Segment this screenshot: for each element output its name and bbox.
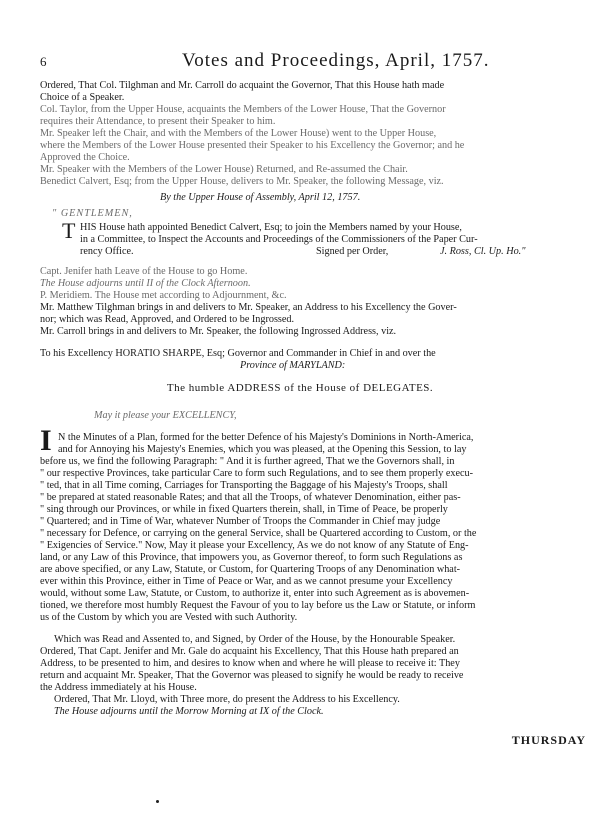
address-province: Province of MARYLAND: xyxy=(240,360,346,371)
text-line: and for Annoying his Majesty's Enemies, which you was pleased, at the Opening this Session, to lay xyxy=(58,444,467,455)
text-line: Mr. Carroll brings in and delivers to Mr. Speaker, the following Ingrossed Address, viz. xyxy=(40,326,397,337)
text-line: Col. Taylor, from the Upper House, acquaints the Members of the Lower House, That the Governor xyxy=(40,104,446,115)
text-line: Address, to be presented to him, and desires to know when and where he will please to receive it: They xyxy=(40,658,460,669)
signature: Signed per Order, xyxy=(316,246,389,257)
text-line: return and acquaint Mr. Speaker, That the Governor was pleased to signify he would be ready to receive xyxy=(40,670,464,681)
text-line: Ordered, That Mr. Lloyd, with Three more, do present the Address to his Excellency. xyxy=(54,694,400,705)
text-line: Benedict Calvert, Esq; from the Upper House, delivers to Mr. Speaker, the following Message, viz. xyxy=(40,176,444,187)
text-line: ever within this Province, either in Time of Peace or War, and as we cannot presume your Excellency xyxy=(40,576,453,587)
text-line: Capt. Jenifer hath Leave of the House to go Home. xyxy=(40,266,248,277)
text-line: Ordered, That Col. Tilghman and Mr. Carroll do acquaint the Governor, That this House hath made xyxy=(40,80,445,91)
drop-cap: T xyxy=(62,218,76,243)
text-line: The House adjourns until the Morrow Morning at IX of the Clock. xyxy=(54,706,324,717)
text-line: N the Minutes of a Plan, formed for the better Defence of his Majesty's Dominions in North-America, xyxy=(58,432,474,443)
page-number: 6 xyxy=(40,54,47,69)
scan-speck xyxy=(156,800,159,803)
text-line: " sing through our Provinces, or while in fixed Quarters therein, shall, in Time of Peace, be properly xyxy=(40,504,448,515)
text-line: HIS House hath appointed Benedict Calvert, Esq; to join the Members named by your House, xyxy=(80,222,462,233)
text-line: " our respective Provinces, take particular Care to form such Regulations, and to see them properly execu- xyxy=(40,468,474,479)
text-line: rency Office. xyxy=(80,246,134,257)
message-date: By the Upper House of Assembly, April 12, 1757. xyxy=(160,192,361,203)
text-line: Ordered, That Capt. Jenifer and Mr. Gale do acquaint his Excellency, That this House hath prepared an xyxy=(40,646,459,657)
text-line: " ted, that in all Time coming, Carriages for Transporting the Baggage of his Majesty's Troops, shall xyxy=(40,480,448,491)
address-recipient: To his Excellency HORATIO SHARPE, Esq; Governor and Commander in Chief in and over the xyxy=(40,348,436,359)
text-line: tioned, we therefore most humbly Request the Favour of you to lay before us the Law or Statute, or inform xyxy=(40,600,476,611)
text-line: nor; which was Read, Approved, and Ordered to be Ingrossed. xyxy=(40,314,295,325)
text-line: Approved the Choice. xyxy=(40,152,130,163)
text-line: are above specified, or any Law, Statute, or Custom, for Quartering Troops of any Denomination what- xyxy=(40,564,461,575)
text-line: land, or any Law of this Province, that impowers you, as Governor thereof, to form such Regulations as xyxy=(40,552,463,563)
text-line: Mr. Speaker left the Chair, and with the Members of the Lower House) went to the Upper House, xyxy=(40,128,437,139)
message-salutation: " GENTLEMEN, xyxy=(52,208,133,219)
text-line: " Exigencies of Service." Now, May it please your Excellency, As we do not know of any Statute of Eng- xyxy=(40,540,469,551)
text-line: " necessary for Defence, or carrying on the general Service, shall be Quartered according to Custom, or the xyxy=(40,528,477,539)
text-line: would, without some Law, Statute, or Custom, to authorize it, enter into such Agreement as is abovemen- xyxy=(40,588,470,599)
page-title: Votes and Proceedings, April, 1757. xyxy=(182,50,490,71)
text-line: Mr. Speaker with the Members of the Lower House) Returned, and Re-assumed the Chair. xyxy=(40,164,408,175)
text-line: requires their Attendance, to present their Speaker to him. xyxy=(40,116,276,127)
text-line: before us, we find the following Paragraph: " And it is further agreed, That we the Governors shall, in xyxy=(40,456,455,467)
text-line: Mr. Matthew Tilghman brings in and delivers to Mr. Speaker, an Address to his Excellency the Gover- xyxy=(40,302,457,313)
catchword: THURSDAY xyxy=(511,733,586,747)
address-salutation: May it please your EXCELLENCY, xyxy=(94,410,237,421)
text-line: " Quartered; and in Time of War, whatever Number of Troops the Commander in Chief may judge xyxy=(40,516,441,527)
text-line: Choice of a Speaker. xyxy=(40,92,125,103)
text-line: P. Meridiem. The House met according to Adjournment, &c. xyxy=(40,290,287,301)
drop-cap: I xyxy=(40,424,52,457)
text-line: " be prepared at stated reasonable Rates; and that all the Troops, of whatever Denomination, either pas- xyxy=(40,492,461,503)
address-heading: The humble ADDRESS of the House of DELEGATES. xyxy=(166,382,434,394)
text-line: The House adjourns until II of the Clock Afternoon. xyxy=(40,278,251,289)
text-line: Which was Read and Assented to, and Signed, by Order of the House, by the Honourable Speaker. xyxy=(54,634,456,645)
text-line: the Address immediately at his House. xyxy=(40,682,197,693)
text-line: in a Committee, to Inspect the Accounts and Proceedings of the Commissioners of the Paper Cur- xyxy=(80,234,478,245)
signer: J. Ross, Cl. Up. Ho." xyxy=(440,246,526,257)
text-line: us of the Custom by which you are Vested with such Authority. xyxy=(40,612,298,623)
text-line: where the Members of the Lower House presented their Speaker to his Excellency the Governor; and he xyxy=(40,140,465,151)
